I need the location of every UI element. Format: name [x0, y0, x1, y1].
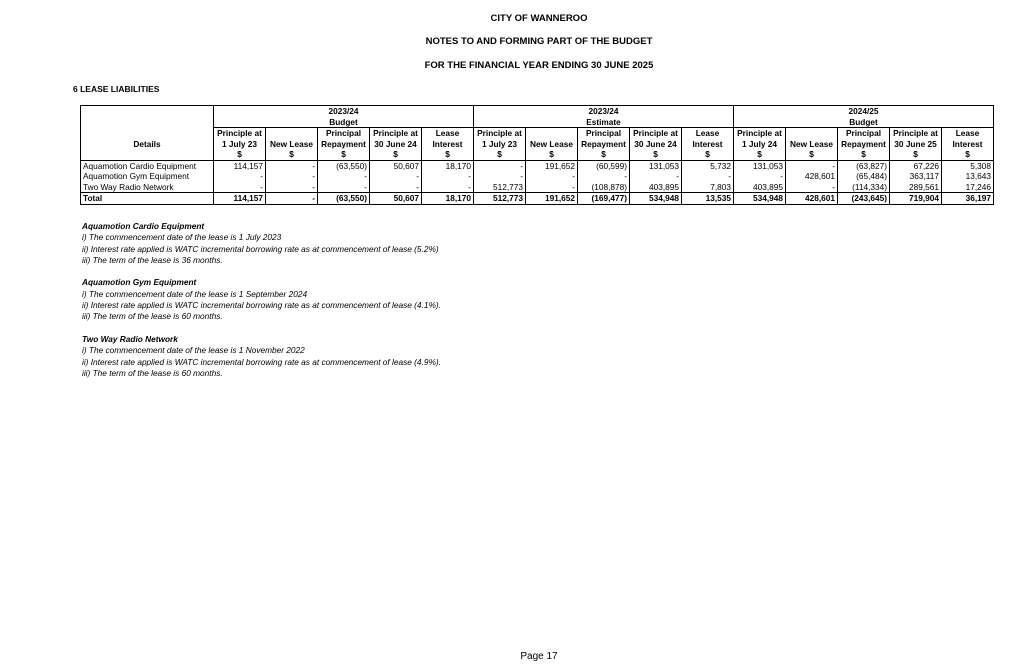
table-row [81, 160, 994, 171]
col-header-line1: Principal [578, 128, 630, 139]
cell-value: 36,197 [942, 193, 994, 205]
cell-value: 50,607 [370, 160, 422, 171]
col-currency: $ [266, 149, 318, 160]
col-header-line2: 1 July 23 [214, 139, 266, 150]
note-spacer [82, 266, 441, 277]
table-row [81, 171, 994, 182]
cell-value: 50,607 [370, 193, 422, 205]
group-year: 2024/25 [734, 106, 994, 117]
cell-value: - [682, 171, 734, 182]
total-row [81, 193, 994, 205]
col-header-line2: Repayment [318, 139, 370, 150]
group-year: 2023/24 [474, 106, 734, 117]
cell-value: 114,157 [214, 193, 266, 205]
details-currency-blank [81, 149, 214, 160]
group-type: Estimate [474, 117, 734, 128]
note-line: i) The commencement date of the lease is 1 September 2024 [82, 288, 308, 299]
cell-value: 403,895 [734, 182, 786, 193]
cell-value: - [266, 171, 318, 182]
cell-value: - [266, 160, 318, 171]
col-header-line2: Repayment [578, 139, 630, 150]
col-header-line2: Repayment [838, 139, 890, 150]
cell-value: - [318, 182, 370, 193]
col-currency: $ [422, 149, 474, 160]
col-header-line2: Interest [682, 139, 734, 150]
note-title: Two Way Radio Network [82, 333, 178, 344]
col-currency: $ [370, 149, 422, 160]
cell-value: - [214, 171, 266, 182]
cell-value: 131,053 [734, 160, 786, 171]
col-currency: $ [630, 149, 682, 160]
cell-value: (108,878) [578, 182, 630, 193]
col-currency: $ [214, 149, 266, 160]
note-title: Aquamotion Gym Equipment [82, 277, 197, 288]
col-currency: $ [474, 149, 526, 160]
cell-value: - [266, 193, 318, 205]
cell-value: 13,643 [942, 171, 994, 182]
cell-value: (63,550) [318, 193, 370, 205]
cell-value: - [422, 182, 474, 193]
cell-value: 534,948 [630, 193, 682, 205]
col-currency: $ [942, 149, 994, 160]
cell-value: - [786, 160, 838, 171]
cell-value: - [370, 182, 422, 193]
col-currency: $ [786, 149, 838, 160]
col-header-line1: Principle at [370, 128, 422, 139]
cell-value: - [630, 171, 682, 182]
cell-value: - [526, 182, 578, 193]
col-header-line1 [266, 128, 318, 139]
note-line: iii) The term of the lease is 36 months. [82, 254, 223, 265]
col-header-line1: Principle at [214, 128, 266, 139]
details-header: Details [133, 138, 161, 149]
row-label: Two Way Radio Network [83, 181, 174, 192]
cell-value: 13,535 [682, 193, 734, 205]
col-header-line2: 1 July 24 [734, 139, 786, 150]
cell-value: 512,773 [474, 193, 526, 205]
col-header-line1: Lease [942, 128, 994, 139]
cell-value: - [474, 171, 526, 182]
group-type: Budget [214, 117, 474, 128]
lease-liabilities-table [80, 105, 994, 205]
col-currency: $ [734, 149, 786, 160]
col-header-line1: Lease [422, 128, 474, 139]
cell-value: - [526, 171, 578, 182]
details-header-blank [81, 106, 214, 139]
col-header-line1: Principle at [890, 128, 942, 139]
col-header-line1 [526, 128, 578, 139]
cell-value: (169,477) [578, 193, 630, 205]
cell-value: (63,827) [838, 160, 890, 171]
cell-value: 18,170 [422, 160, 474, 171]
section-heading: 6 LEASE LIABILITIES [73, 84, 160, 94]
cell-value: - [266, 182, 318, 193]
cell-value: 403,895 [630, 182, 682, 193]
cell-value: (63,550) [318, 160, 370, 171]
col-header-line2: Interest [422, 139, 474, 150]
cell-value: 289,561 [890, 182, 942, 193]
col-currency: $ [318, 149, 370, 160]
document-title: NOTES TO AND FORMING PART OF THE BUDGET [425, 36, 653, 47]
col-header-line2: New Lease [786, 139, 838, 150]
row-label: Aquamotion Cardio Equipment [83, 160, 196, 171]
col-header-line2: 30 June 25 [890, 139, 942, 150]
cell-value: (114,334) [838, 182, 890, 193]
cell-value: (65,484) [838, 171, 890, 182]
period-heading: FOR THE FINANCIAL YEAR ENDING 30 JUNE 2025 [424, 60, 654, 71]
col-header-line1: Principle at [734, 128, 786, 139]
row-label: Aquamotion Gym Equipment [83, 171, 190, 182]
note-line: ii) Interest rate applied is WATC incremental borrowing rate as at commencement of lease (4.9%). [82, 356, 441, 367]
note-line: ii) Interest rate applied is WATC incremental borrowing rate as at commencement of lease (4.1%). [82, 300, 441, 311]
cell-value: 131,053 [630, 160, 682, 171]
cell-value: - [370, 171, 422, 182]
cell-value: - [786, 182, 838, 193]
group-year: 2023/24 [214, 106, 474, 117]
cell-value: - [734, 171, 786, 182]
cell-value: 18,170 [422, 193, 474, 205]
cell-value: 363,117 [890, 171, 942, 182]
cell-value: 114,157 [214, 160, 266, 171]
cell-value: 719,904 [890, 193, 942, 205]
cell-value: 191,652 [526, 193, 578, 205]
col-header-line1: Principal [318, 128, 370, 139]
col-header-line1: Principle at [630, 128, 682, 139]
cell-value: - [422, 171, 474, 182]
cell-value: (243,645) [838, 193, 890, 205]
cell-value: - [578, 171, 630, 182]
col-header-line2: 30 June 24 [370, 139, 422, 150]
table-row [81, 182, 994, 193]
org-name: CITY OF WANNEROO [490, 13, 588, 24]
col-header-line1: Principle at [474, 128, 526, 139]
note-line: ii) Interest rate applied is WATC incremental borrowing rate as at commencement of lease (5.2%) [82, 243, 439, 254]
cell-value: 428,601 [786, 193, 838, 205]
col-header-line2: New Lease [526, 139, 578, 150]
col-header-line2: Interest [942, 139, 994, 150]
cell-value: 7,803 [682, 182, 734, 193]
note-line: i) The commencement date of the lease is 1 July 2023 [82, 232, 282, 243]
col-currency: $ [682, 149, 734, 160]
note-title: Aquamotion Cardio Equipment [82, 221, 205, 231]
note-spacer [82, 323, 441, 334]
cell-value: 5,732 [682, 160, 734, 171]
col-currency: $ [526, 149, 578, 160]
cell-value: 428,601 [786, 171, 838, 182]
col-header-line2: 1 July 23 [474, 139, 526, 150]
note-line: iii) The term of the lease is 60 months. [82, 311, 223, 322]
cell-value: 17,246 [942, 182, 994, 193]
note-line: iii) The term of the lease is 60 months. [82, 367, 223, 378]
cell-value: (60,599) [578, 160, 630, 171]
col-header-line1: Principal [838, 128, 890, 139]
col-header-line1: Lease [682, 128, 734, 139]
note-line: i) The commencement date of the lease is 1 November 2022 [82, 345, 305, 356]
cell-value: - [214, 182, 266, 193]
page-number: Page 17 [520, 651, 558, 662]
lease-notes [82, 221, 441, 379]
col-header-line2: New Lease [266, 139, 318, 150]
col-currency: $ [578, 149, 630, 160]
cell-value: 191,652 [526, 160, 578, 171]
col-header-line1 [786, 128, 838, 139]
group-type: Budget [734, 117, 994, 128]
cell-value: - [318, 171, 370, 182]
cell-value: 512,773 [474, 182, 526, 193]
col-header-line2: 30 June 24 [630, 139, 682, 150]
cell-value: 5,308 [942, 160, 994, 171]
cell-value: - [474, 160, 526, 171]
cell-value: 534,948 [734, 193, 786, 205]
col-currency: $ [838, 149, 890, 160]
cell-value: 67,226 [890, 160, 942, 171]
row-label: Total [81, 193, 214, 205]
col-currency: $ [890, 149, 942, 160]
